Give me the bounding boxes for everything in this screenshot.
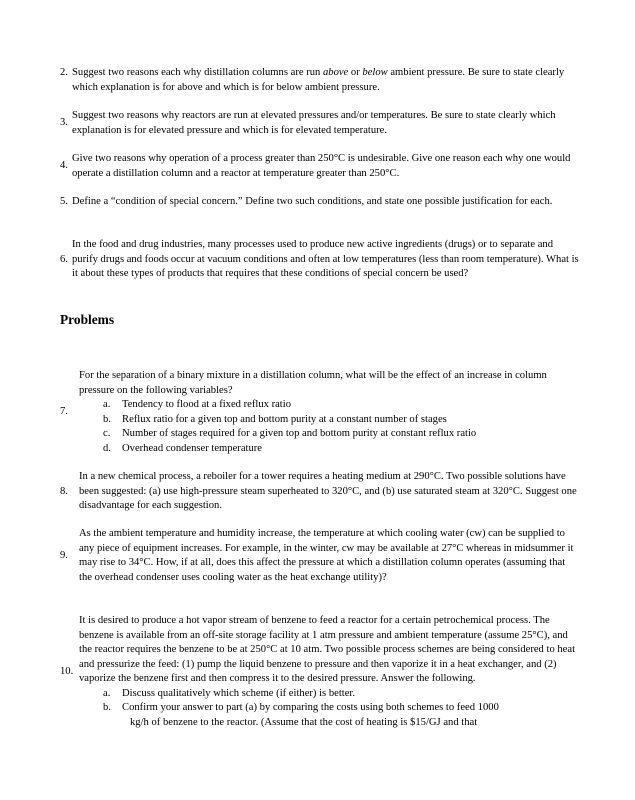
problem-text: It is desired to produce a hot vapor stream of benzene to feed a reactor for a certain petrochemical process. The benzene is available from an off-site storage facility at 1 atm pressure and ambient temperature (assume 25°C), and the reactor requires the benzene to be at 250°C at 10 atm. Two possible process schemes are being considered to heat and pressurize the feed: (1) pump the liquid benzene to pressure and then vaporize it in a heat exchanger, and (2) vaporize the benzene first and then compress it to the desired pressure. Answer the following. (79, 615, 576, 684)
problem-text: As the ambient temperature and humidity increase, the temperature at which cooling water (cw) can be supplied to any piece of equipment increases. For example, in the winter, cw may be available at 27°C whereas in midsummer it may rise to 34°C. How, if at all, does this affect the pressure at which a distillation column operates (assuming that the overhead condenser uses cooling water as the heat exchange utility)? (79, 528, 574, 583)
sub-text-block (122, 701, 580, 730)
sub-text-continued: kg/h of benzene to the reactor. (Assume that the cost of heating is $15/GJ and that (130, 716, 478, 728)
question-text: Give two reasons why operation of a process greater than 250°C is undesirable. Give one reason each why one would operate a distillation column and a reactor at temperature greater than 250°C. (72, 153, 571, 179)
sub-item (103, 427, 580, 442)
sub-item (103, 687, 580, 702)
question-2 (60, 66, 580, 95)
question-3 (60, 109, 580, 138)
sub-text: Number of stages required for a given top and bottom purity at constant reflux ratio (122, 428, 477, 439)
question-number: 6. (60, 253, 68, 265)
question-4 (60, 152, 580, 181)
question-5 (60, 195, 580, 210)
sub-text: Overhead condenser temperature (122, 442, 262, 454)
problem-8 (60, 470, 580, 514)
problem-number: 9. (60, 549, 68, 561)
problem-7 (60, 369, 580, 456)
sub-text: Tendency to flood at a fixed reflux ratio (122, 399, 291, 410)
problem-body (79, 614, 580, 730)
sub-label: c. (103, 428, 111, 439)
question-number: 3. (60, 117, 68, 129)
problem-9 (60, 527, 580, 585)
sub-item (103, 701, 580, 730)
question-text: Suggest two reasons why reactors are run at elevated pressures and/or temperatures. Be sure to state clearly which explanation is for elevated pressure and which is for elevated temperature. (72, 110, 556, 136)
question-text: Suggest two reasons each why distillation columns are run above or below ambient pressure. Be sure to state clearly which explanation is for above and which is for below ambient pressure. (72, 67, 565, 93)
problem-10 (60, 614, 580, 730)
sub-label: a. (103, 399, 111, 410)
problem-text: For the separation of a binary mixture in a distillation column, what will be the effect of an increase in column pressure on the following variables? (79, 370, 547, 396)
question-number: 4. (60, 160, 68, 172)
problem-number: 7. (60, 406, 68, 418)
problem-body (79, 369, 580, 456)
problem-number: 8. (60, 485, 68, 497)
sub-text: Confirm your answer to part (a) by comparing the costs using both schemes to feed 1000 (122, 702, 499, 713)
question-text: In the food and drug industries, many processes used to produce new active ingredients (drugs) or to separate and purify drugs and foods occur at vacuum conditions and often at low temperatures (less than room temperature). What is it about these types of products that requires that these conditions of special concern be used? (72, 239, 579, 279)
sub-label: a. (103, 687, 111, 699)
sub-text: Discuss qualitatively which scheme (if either) is better. (122, 687, 355, 699)
sub-label: b. (103, 413, 111, 425)
sub-item (103, 413, 580, 428)
question-number: 5. (60, 196, 68, 207)
sub-text: Reflux ratio for a given top and bottom purity at a constant number of stages (122, 413, 447, 425)
question-number: 2. (60, 67, 68, 78)
problems-heading: Problems (60, 312, 115, 327)
question-6 (60, 238, 580, 282)
problem-text: In a new chemical process, a reboiler for a tower requires a heating medium at 290°C. Two possible solutions have been suggested: (a) use high-pressure steam superheated to 320°C, and (b) use saturated steam at 320°C. Suggest one disadvantage for each suggestion. (79, 471, 577, 511)
problem-number: 10. (60, 665, 74, 677)
question-text: Define a “condition of special concern.” Define two such conditions, and state one possible justification for each. (72, 196, 553, 207)
sub-label: b. (103, 702, 111, 713)
sub-label: d. (103, 442, 111, 454)
sub-item (103, 398, 580, 413)
sub-item (103, 442, 580, 457)
